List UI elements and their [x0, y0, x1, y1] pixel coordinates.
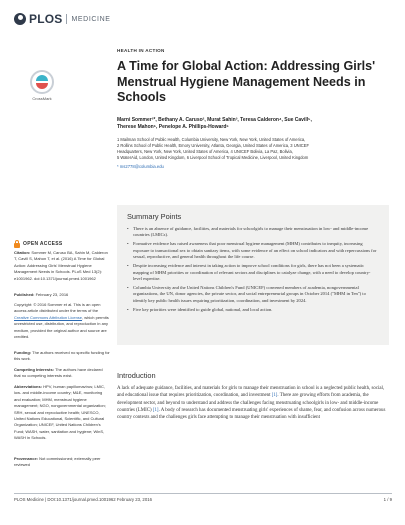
- intro-text: A lack of adequate guidance, facilities, and materials for girls to manage their menstruation in school is a neglected public health, social, and educational issue that requires prioritization, coordination, and investment: [117, 386, 385, 399]
- license-link[interactable]: Creative Commons Attribution License: [14, 314, 83, 320]
- section-label: HEALTH IN ACTION: [117, 48, 165, 53]
- affiliations: [117, 137, 392, 162]
- summary-points-box: [117, 205, 389, 345]
- citation-text: Sommer M, Caruso BA, Sahin M, Calderon T, Cavill S, Mahon T, et al. (2016) A Time for Global Action: Addressing Girls' Menstrual Hygiene Management Needs in Schools. PLoS Med 13(2): e1001962. doi:10.1371/journal.pmed.1001962: [14, 250, 108, 281]
- crossmark-icon: [30, 70, 54, 94]
- affiliation-line: 2 Rollins School of Public Health, Emory University, Atlanta, Georgia, United States of America, 3 UNICEF: [117, 142, 309, 148]
- funding-block: [14, 350, 110, 363]
- page-footer: [14, 497, 392, 502]
- funding-text: The authors received no specific funding for this work.: [14, 350, 110, 362]
- citation-block: [14, 250, 110, 282]
- open-access-badge: [14, 240, 63, 248]
- provenance-block: [14, 456, 110, 469]
- introduction-section: [117, 371, 389, 421]
- page-number: 1 / 9: [383, 497, 392, 502]
- intro-text: . There are growing efforts from academia, the development sector, and beyond to understand and address the challenges facing menstruating schoolgirls in low- and middle-income countries (LMIC): [117, 393, 379, 413]
- journal-header: [0, 0, 405, 36]
- authors-line: Marni Sommer¹*, Bethany A. Caruso², Murat Sahin³, Teresa Calderon⁴, Sue Cavill⁵,: [117, 116, 312, 123]
- provenance-label: Provenance:: [14, 456, 39, 461]
- funding-label: Funding:: [14, 350, 32, 355]
- copyright-rest: , which permits unrestricted use, distribution, and reproduction in any medium, provided the original author and source are credited.: [14, 314, 109, 340]
- affiliation-line: 5 WaterAid, London, United Kingdom, 6 Liverpool School of Tropical Medicine, Liverpool, United Kingdom: [117, 155, 309, 161]
- plos-logo-icon: [14, 13, 26, 25]
- published-date: February 23, 2016: [35, 292, 69, 297]
- summary-heading: Summary Points: [127, 212, 182, 221]
- summary-point: • Formative evidence has raised awareness that poor menstrual hygiene management (MHM) contributes to inequity, increasing exposure to transactional sex to obtain sanitary items, with some evidence of an effect on school indicators and with repercussions for sexual, reproductive, and general health throughout the life course.: [127, 241, 379, 260]
- reference-link[interactable]: [1]: [271, 393, 278, 399]
- competing-interests-block: [14, 367, 110, 380]
- abbreviations-text: HPV, human papillomavirus; LMIC, low- and middle-income country; M&E, monitoring and evaluation; MHM, menstrual hygiene management; NGO, nongovernmental organization; SRH, sexual and reproductive health; UNESCO, United Nations Educational, Scientific, and Cultural Organization; UNICEF, United Nations Children's Fund; WASH, water, sanitation and hygiene; WinS, WASH in Schools.: [14, 384, 106, 441]
- abbreviations-block: [14, 384, 110, 442]
- affiliation-line: Headquarters, New York, New York, United States of America, 4 UNICEF Bolivia, La Paz, Bolivia,: [117, 148, 293, 154]
- journal-name: MEDICINE: [71, 15, 111, 23]
- author-list: [117, 117, 392, 131]
- footer-citation: PLOS Medicine | DOI:10.1371/journal.pmed.1001962 February 23, 2016: [14, 497, 152, 502]
- published-block: [14, 292, 110, 298]
- reference-link[interactable]: [1]: [152, 407, 159, 413]
- summary-point: • Five key priorities were identified to guide global, national, and local action.: [127, 307, 379, 313]
- corresponding-email-link[interactable]: * ms2778@columbia.edu: [117, 164, 164, 170]
- article-title: A Time for Global Action: Addressing Girls' Menstrual Hygiene Management Needs in Schools: [117, 59, 376, 104]
- logo-divider: [66, 14, 67, 24]
- provenance-text: Not commissioned; externally peer reviewed: [14, 456, 101, 468]
- copyright-block: [14, 302, 110, 340]
- open-access-label: OPEN ACCESS: [23, 241, 63, 247]
- competing-label: Competing Interests:: [14, 367, 55, 372]
- intro-text: . A body of research has documented menstruating girls' experiences of shame, fear, and confusion across numerous country contexts and the challenges girls face attempting to manage their menstruation with insufficient: [117, 407, 386, 421]
- crossmark-label: CrossMark: [32, 96, 52, 101]
- summary-list: [127, 226, 379, 313]
- crossmark-badge[interactable]: [22, 70, 62, 101]
- introduction-paragraph: [117, 385, 389, 421]
- copyright-text: Copyright: © 2016 Sommer et al. This is an open access article distributed under the terms of the: [14, 302, 101, 314]
- affiliation-line: 1 Mailman School of Public Health, Columbia University, New York, New York, United States of America,: [117, 136, 306, 142]
- published-label: Published:: [14, 292, 35, 297]
- abbreviations-label: Abbreviations:: [14, 384, 43, 389]
- logo-text: PLOS: [29, 12, 63, 26]
- authors-line: Therese Mahon⁵, Penelope A. Phillips-Howard⁶: [117, 123, 229, 130]
- introduction-heading: Introduction: [117, 371, 156, 380]
- competing-text: The authors have declared that no competing interests exist.: [14, 367, 103, 379]
- summary-point: • Columbia University and the United Nations Children's Fund (UNICEF) convened members of academia, nongovernmental organizations, the UN, donor agencies, the private sector, and social entrepreneurial groups in October 2014 ("MHM in Ten") to identify key public health issues requiring prioritization, coordination, and investment by 2024.: [127, 285, 379, 304]
- plos-logo[interactable]: [14, 12, 111, 26]
- open-lock-icon: [14, 240, 20, 248]
- citation-label: Citation:: [14, 250, 31, 255]
- footer-divider: [14, 493, 392, 494]
- summary-point: • There is an absence of guidance, facilities, and materials for schoolgirls to manage their menstruation in low- and middle-income countries (LMICs).: [127, 226, 379, 239]
- summary-point: • Despite increasing evidence and interest in taking action to improve school conditions for girls, there has not been a systematic mapping of MHM priorities or coordination of relevant sectors and disciplines to catalyze change, with a need to develop country-level expertise.: [127, 263, 379, 282]
- article-header: [117, 48, 392, 169]
